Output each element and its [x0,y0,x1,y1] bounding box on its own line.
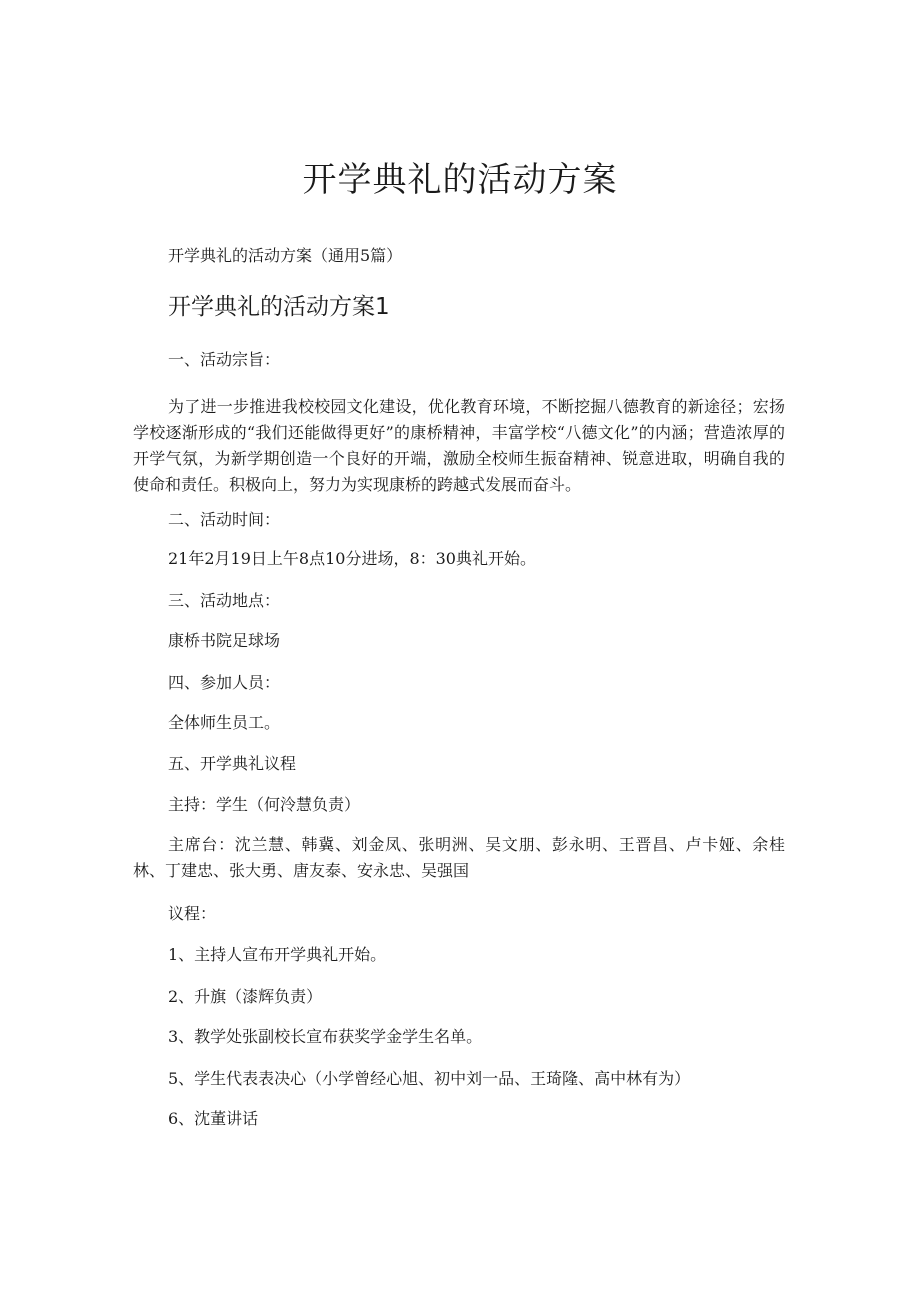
agenda-item: 2、升旗（漆辉负责） [168,987,323,1006]
agenda-heading: 五、开学典礼议程 [168,754,297,773]
agenda-item: 5、学生代表表决心（小学曾经心旭、初中刘一品、王琦隆、高中林有为） [168,1069,691,1088]
stage-paragraph: 主席台：沈兰慧、韩冀、刘金凤、张明洲、吴文朋、彭永明、王晋昌、卢卡娅、余桂林、丁建忠、张大勇、唐友泰、安永忠、吴强国 [133,835,785,880]
document-title: 开学典礼的活动方案 [302,160,618,200]
time-text: 21年2月19日上午8点10分进场，8：30典礼开始。 [168,549,536,568]
place-text: 康桥书院足球场 [168,631,281,650]
purpose-heading: 一、活动宗旨： [168,350,281,369]
purpose-paragraph: 为了进一步推进我校校园文化建设，优化教育环境，不断挖掘八德教育的新途径；宏扬学校逐渐形成的“我们还能做得更好”的康桥精神，丰富学校“八德文化”的内涵；营造浓厚的开学气氛，为新学期创造一个良好的开端，激励全校师生振奋精神、锐意进取，明确自我的使命和责任。积极向上，努力为实现康桥的跨越式发展而奋斗。 [133,397,785,494]
agenda-item: 3、教学处张副校长宣布获奖学金学生名单。 [168,1027,483,1046]
section-heading: 开学典礼的活动方案1 [168,294,390,320]
participants-text: 全体师生员工。 [168,713,281,732]
place-heading: 三、活动地点： [168,591,281,610]
agenda-item: 1、主持人宣布开学典礼开始。 [168,945,387,964]
agenda-label: 议程： [168,904,217,923]
document-subtitle: 开学典礼的活动方案（通用5篇） [168,246,403,265]
host-text: 主持：学生（何泠慧负责） [168,795,361,814]
time-heading: 二、活动时间： [168,510,281,529]
agenda-item: 6、沈董讲话 [168,1109,259,1128]
participants-heading: 四、参加人员： [168,673,281,692]
